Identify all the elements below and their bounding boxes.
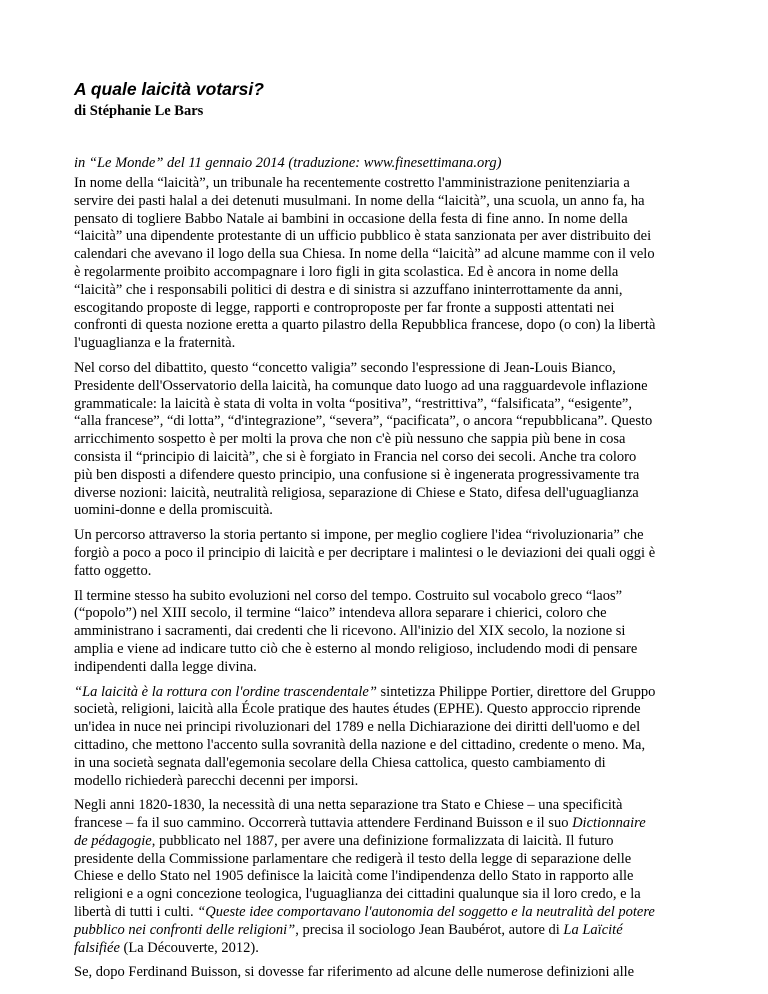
body-paragraph — [74, 797, 700, 957]
text-line: Se, dopo Ferdinand Buisson, si dovesse far riferimento ad alcune delle numerose definizioni alle — [74, 964, 635, 981]
text-line: diverse nozioni: laicità, neutralità religiosa, separazione di Chiese e Stato, difesa dell'uguaglianza — [74, 484, 639, 501]
text-line — [74, 684, 700, 702]
text-line: modello richiederà parecchi decenni per imporsi. — [74, 772, 359, 789]
article-byline: di Stéphanie Le Bars — [74, 103, 204, 119]
text-run: , pubblicato nel 1887, per avere una definizione formalizzata di laicità. Il futuro — [151, 832, 614, 849]
text-line: grammaticale: la laicità è stata di volta in volta “positiva”, “restrittiva”, “falsificata”, “esigente”, — [74, 395, 632, 412]
article-body — [74, 175, 700, 982]
text-line: cittadino, che mettono l'accento sulla sovranità della nazione e del cittadino, credente o meno. Ma, — [74, 736, 646, 753]
text-line — [74, 904, 700, 922]
document-page — [74, 78, 700, 989]
text-line: l'uguaglianza e la fraternità. — [74, 335, 236, 352]
italic-text: pubblico nei confronti delle religioni” — [74, 921, 296, 938]
text-line: fatto oggetto. — [74, 562, 152, 579]
text-line: un'idea in nuce nei principi rivoluzionari del 1789 e nella Dichiarazione dei diritti dell'uomo e del — [74, 719, 641, 736]
text-line: religioni e a ogni concezione teologica, l'uguaglianza dei cittadini qualunque sia il loro credo, e la — [74, 886, 641, 903]
text-line: più ben disposti a difendere questo principio, una confusione si è ingenerata progressivamente tra — [74, 466, 640, 483]
text-run: libertà di tutti i culti. — [74, 904, 198, 921]
italic-text: falsifiée — [74, 939, 120, 956]
text-run: francese – fa il suo cammino. Occorrerà tuttavia attendere Ferdinand Buisson e il suo — [74, 815, 573, 832]
text-line: “laicità” che i responsabili politici di destra e di sinistra si azzuffano ininterrottamente da anni, — [74, 281, 623, 298]
text-line: amplia e viene ad indicare tutto ciò che è esterno al mondo religioso, includendo modi di pensare — [74, 640, 638, 657]
italic-text: “Queste idee comportavano l'autonomia del soggetto e la neutralità del potere — [197, 904, 655, 921]
text-line — [74, 940, 700, 958]
text-line: è regolarmente proibito accompagnare i loro figli in gita scolastica. Ed è ancora in nome della — [74, 263, 619, 280]
text-line: uomini-donne e della promiscuità. — [74, 502, 273, 519]
text-line — [74, 815, 700, 833]
text-line: (“popolo”) nel XIII secolo, il termine “laico” intendeva allora separare i chierici, coloro che — [74, 605, 607, 622]
text-line: escogitando proposte di legge, rapporti e controproposte per far fronte a supposti attentati nei — [74, 299, 615, 316]
text-line: Nel corso del dibattito, questo “concetto valigia” secondo l'espressione di Jean-Louis Bianco, — [74, 359, 616, 376]
text-line: Negli anni 1820-1830, la necessità di una netta separazione tra Stato e Chiese – una specificità — [74, 797, 623, 814]
text-line — [74, 833, 700, 851]
article-title: A quale laicità votarsi? — [74, 79, 264, 99]
text-run: sintetizza Philippe Portier, direttore del Gruppo — [376, 683, 656, 700]
text-line: “laicità” una dipendente protestante di un ufficio pubblico è stata sanzionata per aver distribuito dei — [74, 228, 652, 245]
text-line: confronti di questa nozione eretta a quarto pilastro della Repubblica francese, dopo (o con) la libertà — [74, 317, 656, 334]
text-line: Presidente dell'Osservatorio della laicità, ha comunque dato luogo ad una ragguardevole inflazione — [74, 377, 648, 394]
italic-text: Dictionnaire — [572, 815, 646, 832]
text-line: amministrano i sacramenti, dai credenti che li ricevono. All'inizio del XIX secolo, la nozione si — [74, 623, 626, 640]
italic-text: “La laicità è la rottura con l'ordine trascendentale” — [74, 683, 377, 700]
text-run: , precisa il sociologo Jean Baubérot, autore di — [295, 921, 564, 938]
text-line: arricchimento sospetto è per molti la prova che non c'è più nessuno che sappia più bene in cosa — [74, 431, 626, 448]
text-line: indipendenti dalla legge divina. — [74, 658, 257, 675]
text-line: consista il “principio di laicità”, che si è forgiato in Francia nel corso dei secoli. Anche tra coloro — [74, 448, 637, 465]
text-line: Un percorso attraverso la storia pertanto si impone, per meglio cogliere l'idea “rivoluzionaria” che — [74, 527, 644, 544]
text-line: in una società segnata dall'egemonia secolare della Chiesa cattolica, questo cambiamento di — [74, 754, 606, 771]
italic-text: La Laïcité — [563, 921, 623, 938]
text-line: forgiò a poco a poco il principio di laicità e per decriptare i malintesi o le deviazioni dei quali oggi è — [74, 544, 656, 561]
text-run: (La Découverte, 2012). — [119, 939, 259, 956]
text-line: pensato di togliere Babbo Natale ai bambini in occasione della festa di fine anno. In nome della — [74, 210, 628, 227]
body-paragraph — [74, 360, 700, 520]
text-line: servire dei pasti halal a dei detenuti musulmani. In nome della “laicità”, una scuola, un anno fa, ha — [74, 192, 645, 209]
italic-text: de pédagogie — [74, 832, 152, 849]
text-line: presidente della Commissione parlamentare che redigerà il testo della legge di separazione delle — [74, 850, 632, 867]
text-line: calendari che avevano il logo della sua Chiesa. In nome della “laicità” ad alcune mamme con il velo — [74, 246, 655, 263]
body-paragraph — [74, 527, 700, 580]
text-line: società, religioni, laicità alla École pratique des hautes études (EPHE). Questo approccio riprende — [74, 701, 641, 718]
text-line — [74, 922, 700, 940]
text-line: In nome della “laicità”, un tribunale ha recentemente costretto l'amministrazione penitenziaria a — [74, 175, 630, 191]
text-line: Chiese e dello Stato nel 1905 definisce la laicità come l'indipendenza dello Stato in rapporto alle — [74, 868, 634, 885]
text-line: Il termine stesso ha subito evoluzioni nel corso del tempo. Costruito sul vocabolo greco “laos” — [74, 587, 623, 604]
body-paragraph — [74, 964, 700, 982]
body-paragraph — [74, 175, 700, 353]
body-paragraph — [74, 684, 700, 791]
text-line: “alla francese”, “di lotta”, “d'integrazione”, “severa”, “pacificata”, o ancora “repubblicana”. Questo — [74, 413, 653, 430]
article-source: in “Le Monde” del 11 gennaio 2014 (traduzione: www.finesettimana.org) — [74, 155, 502, 171]
body-paragraph — [74, 588, 700, 677]
